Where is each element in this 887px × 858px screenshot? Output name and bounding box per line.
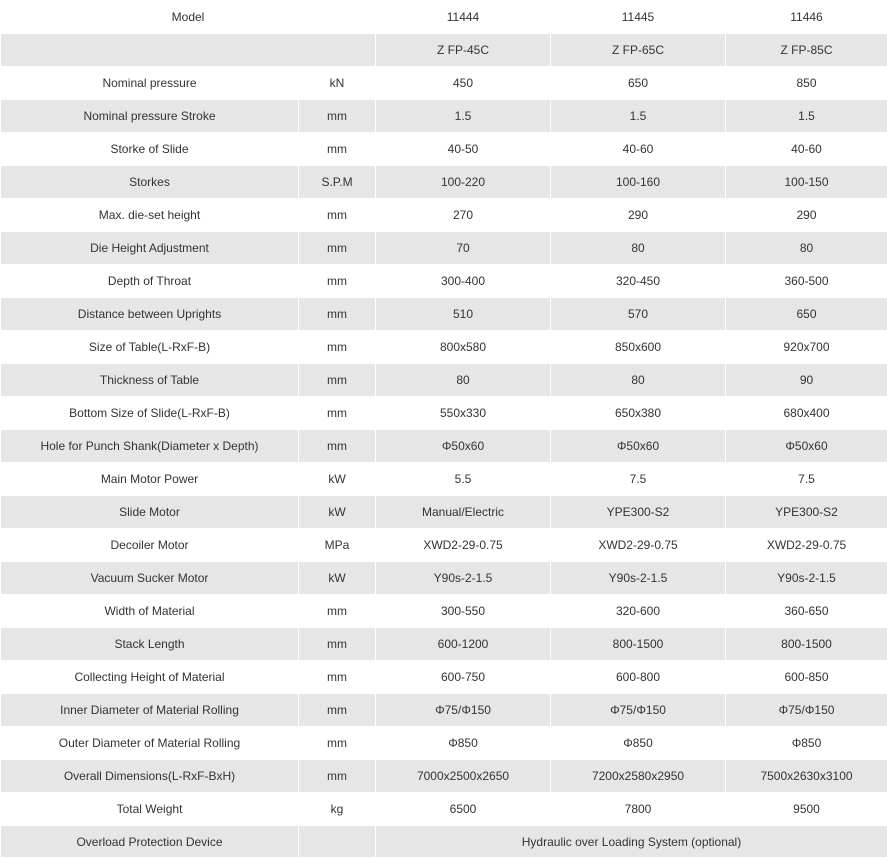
value-model-3: Y90s-2-1.5 (726, 562, 887, 595)
param-name: Overall Dimensions(L-RxF-BxH) (1, 760, 299, 793)
param-unit: kg (299, 793, 376, 826)
value-model-2: 80 (551, 232, 726, 265)
value-model-3: Φ50x60 (726, 430, 887, 463)
param-unit: kW (299, 562, 376, 595)
value-model-2: 850x600 (551, 331, 726, 364)
value-model-2: Φ850 (551, 727, 726, 760)
param-unit: mm (299, 133, 376, 166)
param-name: Inner Diameter of Material Rolling (1, 694, 299, 727)
spec-row (1, 298, 887, 331)
param-name: Collecting Height of Material (1, 661, 299, 694)
value-model-1: 70 (376, 232, 551, 265)
value-model-1: XWD2-29-0.75 (376, 529, 551, 562)
param-name: Bottom Size of Slide(L-RxF-B) (1, 397, 299, 430)
value-model-1: 550x330 (376, 397, 551, 430)
value-model-2: 80 (551, 364, 726, 397)
param-unit: MPa (299, 529, 376, 562)
spec-row (1, 397, 887, 430)
value-model-3: 100-150 (726, 166, 887, 199)
spec-row (1, 364, 887, 397)
param-name: Storke of Slide (1, 133, 299, 166)
param-unit: kW (299, 496, 376, 529)
value-model-1: 300-400 (376, 265, 551, 298)
value-model-2: 7.5 (551, 463, 726, 496)
value-model-2: 650x380 (551, 397, 726, 430)
param-unit: mm (299, 595, 376, 628)
param-unit: mm (299, 364, 376, 397)
model-number-2: 11445 (551, 1, 726, 34)
value-model-2: 570 (551, 298, 726, 331)
spec-row (1, 232, 887, 265)
spec-row (1, 430, 887, 463)
param-name: Slide Motor (1, 496, 299, 529)
value-model-1: Φ75/Φ150 (376, 694, 551, 727)
param-unit: mm (299, 232, 376, 265)
value-model-3: 360-650 (726, 595, 887, 628)
spec-row (1, 694, 887, 727)
param-unit: mm (299, 100, 376, 133)
value-model-1: 40-50 (376, 133, 551, 166)
value-model-3: 800-1500 (726, 628, 887, 661)
value-model-3: 1.5 (726, 100, 887, 133)
param-unit: mm (299, 397, 376, 430)
value-model-3: Φ75/Φ150 (726, 694, 887, 727)
value-model-2: 1.5 (551, 100, 726, 133)
param-unit: mm (299, 661, 376, 694)
spec-row (1, 100, 887, 133)
value-model-2: 320-450 (551, 265, 726, 298)
param-unit: mm (299, 298, 376, 331)
code-label-empty (1, 34, 376, 67)
param-name: Distance between Uprights (1, 298, 299, 331)
value-model-1: 600-750 (376, 661, 551, 694)
param-unit: mm (299, 331, 376, 364)
value-model-1: 6500 (376, 793, 551, 826)
value-model-2: 600-800 (551, 661, 726, 694)
value-model-1: 450 (376, 67, 551, 100)
spec-row (1, 133, 887, 166)
value-model-1: Φ50x60 (376, 430, 551, 463)
value-model-3: 850 (726, 67, 887, 100)
value-model-3: 920x700 (726, 331, 887, 364)
param-name: Max. die-set height (1, 199, 299, 232)
spec-row (1, 331, 887, 364)
value-model-3: 40-60 (726, 133, 887, 166)
value-model-3: 9500 (726, 793, 887, 826)
param-name: Depth of Throat (1, 265, 299, 298)
param-name: Size of Table(L-RxF-B) (1, 331, 299, 364)
value-model-3: 680x400 (726, 397, 887, 430)
value-model-3: 600-850 (726, 661, 887, 694)
value-model-2: Y90s-2-1.5 (551, 562, 726, 595)
param-unit: mm (299, 430, 376, 463)
overload-protection-value: Hydraulic over Loading System (optional) (376, 826, 887, 858)
value-model-1: 80 (376, 364, 551, 397)
param-name: Overload Protection Device (1, 826, 299, 858)
param-name: Nominal pressure Stroke (1, 100, 299, 133)
value-model-2: Φ75/Φ150 (551, 694, 726, 727)
spec-row (1, 67, 887, 100)
value-model-1: 7000x2500x2650 (376, 760, 551, 793)
value-model-2: XWD2-29-0.75 (551, 529, 726, 562)
param-unit: mm (299, 760, 376, 793)
param-name: Die Height Adjustment (1, 232, 299, 265)
value-model-3: YPE300-S2 (726, 496, 887, 529)
value-model-1: 300-550 (376, 595, 551, 628)
value-model-3: 80 (726, 232, 887, 265)
param-unit: kW (299, 463, 376, 496)
value-model-2: Φ50x60 (551, 430, 726, 463)
spec-row (1, 727, 887, 760)
param-name: Outer Diameter of Material Rolling (1, 727, 299, 760)
value-model-1: 800x580 (376, 331, 551, 364)
value-model-1: 510 (376, 298, 551, 331)
value-model-3: 290 (726, 199, 887, 232)
param-unit: mm (299, 727, 376, 760)
param-unit: mm (299, 265, 376, 298)
value-model-3: 360-500 (726, 265, 887, 298)
spec-row (1, 760, 887, 793)
param-name: Total Weight (1, 793, 299, 826)
param-unit: mm (299, 199, 376, 232)
header-model-row (1, 1, 887, 34)
value-model-2: 650 (551, 67, 726, 100)
value-model-2: 7200x2580x2950 (551, 760, 726, 793)
value-model-3: 650 (726, 298, 887, 331)
value-model-1: 270 (376, 199, 551, 232)
value-model-1: 5.5 (376, 463, 551, 496)
value-model-2: 320-600 (551, 595, 726, 628)
param-unit: S.P.M (299, 166, 376, 199)
value-model-2: 800-1500 (551, 628, 726, 661)
header-code-row (1, 34, 887, 67)
value-model-1: 600-1200 (376, 628, 551, 661)
value-model-2: 290 (551, 199, 726, 232)
value-model-1: Φ850 (376, 727, 551, 760)
spec-row (1, 628, 887, 661)
model-code-3: Z FP-85C (726, 34, 887, 67)
spec-row (1, 166, 887, 199)
value-model-1: Y90s-2-1.5 (376, 562, 551, 595)
spec-row (1, 529, 887, 562)
value-model-2: 40-60 (551, 133, 726, 166)
param-name: Stack Length (1, 628, 299, 661)
param-name: Storkes (1, 166, 299, 199)
spec-row (1, 463, 887, 496)
param-name: Nominal pressure (1, 67, 299, 100)
value-model-1: 1.5 (376, 100, 551, 133)
spec-row (1, 199, 887, 232)
value-model-2: YPE300-S2 (551, 496, 726, 529)
model-label: Model (1, 1, 376, 34)
param-name: Decoiler Motor (1, 529, 299, 562)
param-name: Hole for Punch Shank(Diameter x Depth) (1, 430, 299, 463)
value-model-2: 7800 (551, 793, 726, 826)
param-name: Vacuum Sucker Motor (1, 562, 299, 595)
param-name: Main Motor Power (1, 463, 299, 496)
param-unit: mm (299, 694, 376, 727)
model-number-3: 11446 (726, 1, 887, 34)
model-code-1: Z FP-45C (376, 34, 551, 67)
param-unit (299, 826, 376, 858)
value-model-3: 7.5 (726, 463, 887, 496)
value-model-2: 100-160 (551, 166, 726, 199)
spec-row (1, 661, 887, 694)
value-model-3: 7500x2630x3100 (726, 760, 887, 793)
spec-row (1, 265, 887, 298)
footer-row (1, 826, 887, 858)
value-model-3: XWD2-29-0.75 (726, 529, 887, 562)
value-model-3: Φ850 (726, 727, 887, 760)
spec-row (1, 496, 887, 529)
value-model-1: 100-220 (376, 166, 551, 199)
param-unit: mm (299, 628, 376, 661)
spec-row (1, 595, 887, 628)
model-number-1: 11444 (376, 1, 551, 34)
value-model-3: 90 (726, 364, 887, 397)
value-model-1: Manual/Electric (376, 496, 551, 529)
spec-row (1, 793, 887, 826)
param-name: Width of Material (1, 595, 299, 628)
param-unit: kN (299, 67, 376, 100)
param-name: Thickness of Table (1, 364, 299, 397)
model-code-2: Z FP-65C (551, 34, 726, 67)
spec-table-body (1, 1, 887, 858)
spec-row (1, 562, 887, 595)
